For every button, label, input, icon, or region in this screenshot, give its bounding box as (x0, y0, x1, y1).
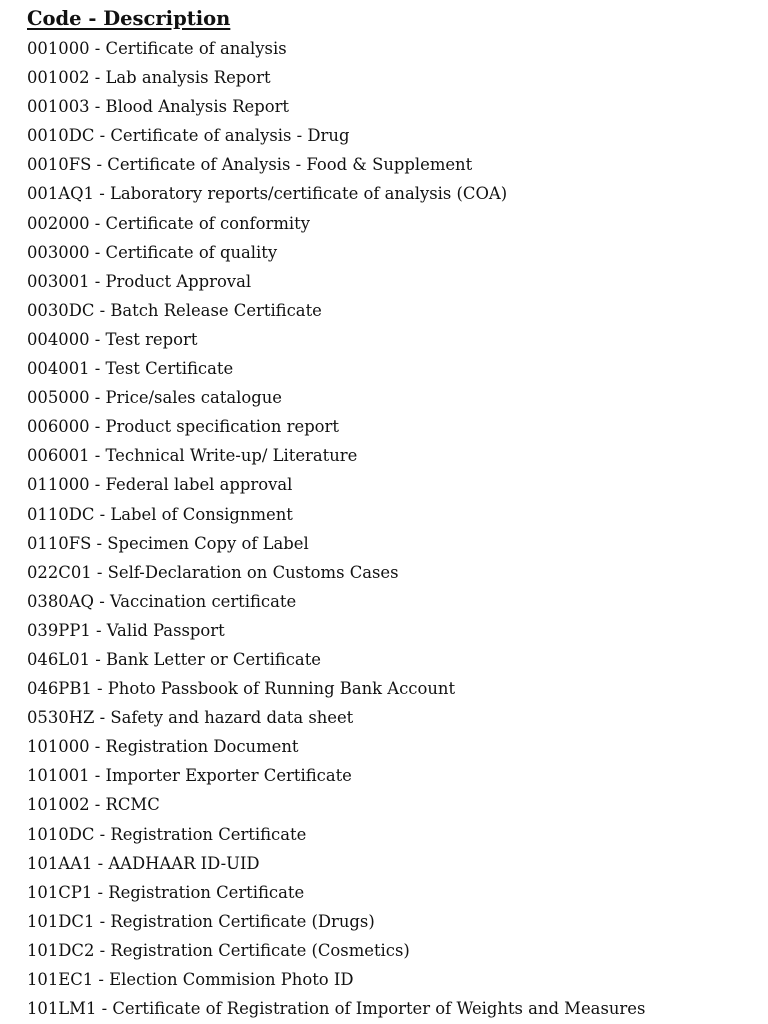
list-item: 0010FS - Certificate of Analysis - Food & Supplement (27, 155, 473, 175)
list-item: 101DC1 - Registration Certificate (Drugs) (27, 911, 375, 931)
list-item: 101000 - Registration Document (27, 737, 299, 757)
list-item: 101001 - Importer Exporter Certificate (27, 766, 352, 786)
list-item: 006000 - Product specification report (27, 417, 339, 437)
document-body (27, 6, 758, 1023)
list-item: 101DC2 - Registration Certificate (Cosmetics) (27, 940, 410, 960)
list-item: 039PP1 - Valid Passport (27, 620, 225, 640)
list-item: 0010DC - Certificate of analysis - Drug (27, 126, 350, 146)
list-item: 001002 - Lab analysis Report (27, 68, 271, 88)
list-item: 004001 - Test Certificate (27, 359, 234, 379)
list-item: 006001 - Technical Write-up/ Literature (27, 446, 358, 466)
list-item: 0110DC - Label of Consignment (27, 504, 293, 524)
list-item: 001003 - Blood Analysis Report (27, 97, 290, 117)
list-item: 0030DC - Batch Release Certificate (27, 300, 322, 320)
list-item: 003001 - Product Approval (27, 271, 252, 291)
page-title: Code - Description (27, 7, 231, 30)
list-item: 022C01 - Self-Declaration on Customs Cases (27, 562, 399, 582)
list-item: 046L01 - Bank Letter or Certificate (27, 649, 321, 669)
list-item: 001000 - Certificate of analysis (27, 39, 287, 58)
list-item: 005000 - Price/sales catalogue (27, 388, 282, 408)
code-description-list (27, 34, 758, 1023)
list-item: 002000 - Certificate of conformity (27, 213, 310, 233)
list-item: 0110FS - Specimen Copy of Label (27, 533, 309, 553)
list-item: 0530HZ - Safety and hazard data sheet (27, 708, 354, 728)
list-item: 001AQ1 - Laboratory reports/certificate of analysis (COA) (27, 184, 508, 204)
list-item: 101LM1 - Certificate of Registration of Importer of Weights and Measures (27, 999, 646, 1019)
list-item: 0380AQ - Vaccination certificate (27, 591, 297, 611)
list-item: 1010DC - Registration Certificate (27, 824, 307, 844)
list-item: 003000 - Certificate of quality (27, 242, 278, 262)
list-item: 101EC1 - Election Commision Photo ID (27, 970, 354, 989)
list-item: 011000 - Federal label approval (27, 475, 293, 495)
list-item: 101002 - RCMC (27, 795, 160, 815)
list-item: 046PB1 - Photo Passbook of Running Bank Account (27, 679, 456, 699)
list-item: 101AA1 - AADHAAR ID-UID (27, 853, 260, 873)
list-item: 101CP1 - Registration Certificate (27, 882, 305, 902)
list-item: 004000 - Test report (27, 329, 198, 349)
